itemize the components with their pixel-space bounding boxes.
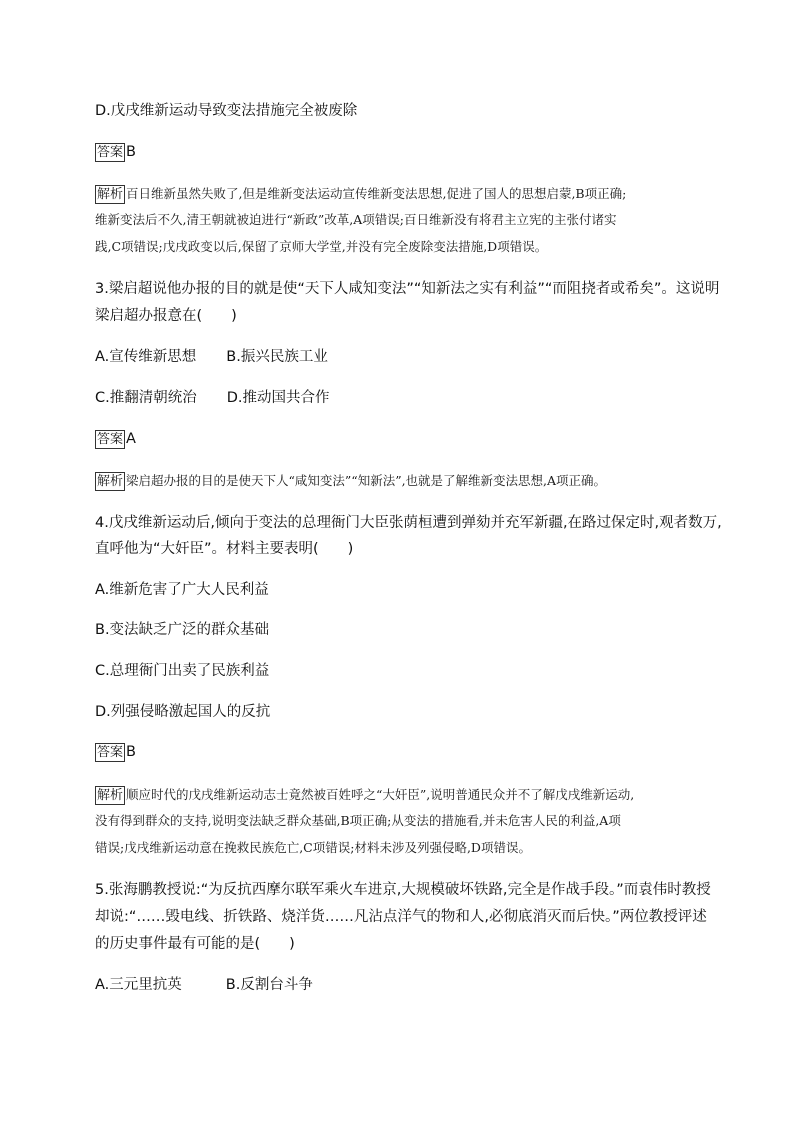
explanation-4-line-2: 没有得到群众的支持,说明变法缺乏群众基础,B项正确;从变法的措施看,并未危害人民的利益,A项 <box>95 813 621 828</box>
option-c: C.总理衙门出卖了民族利益 <box>95 663 270 679</box>
option-a: A.宣传维新思想 <box>95 349 197 365</box>
option-b: B.变法缺乏广泛的群众基础 <box>95 622 270 638</box>
explanation-2-line-2: 维新变法后不久,清王朝就被迫进行“新政”改革,A项错误;百日维新没有将君主立宪的主张付诸实 <box>95 212 617 227</box>
answer-value: B <box>126 144 136 160</box>
explanation-4-line-1 <box>95 785 634 805</box>
question-5-line-2: 却说:“……毁电线、折铁路、烧洋货……凡沾点洋气的物和人,必彻底消灭而后快。”两位教授评述 <box>95 909 707 925</box>
option-b: B.反割台斗争 <box>225 977 313 993</box>
option-a: A.维新危害了广大人民利益 <box>95 582 269 598</box>
option-a: A.三元里抗英 <box>95 977 182 993</box>
answer-2 <box>95 142 136 162</box>
question-4-line-1: 4.戊戌维新运动后,倾向于变法的总理衙门大臣张荫桓遭到弹劾并充军新疆,在路过保定时,观者数万, <box>95 515 722 531</box>
question-3-line-1: 3.梁启超说他办报的目的就是使“天下人咸知变法”“知新法之实有利益”“而阻挠者或希矣”。这说明 <box>95 281 720 297</box>
explanation-4-line-3: 错误;戊戌维新运动意在挽救民族危亡,C项错误;材料未涉及列强侵略,D项错误。 <box>95 840 531 855</box>
option-b: B.振兴民族工业 <box>226 349 328 365</box>
answer-label: 答案 <box>97 745 124 760</box>
question-5-options-ab <box>95 975 313 995</box>
option-c: C.推翻清朝统治 <box>95 390 197 406</box>
explanation-text: 顺应时代的戊戌维新运动志士竟然被百姓呼之“大奸臣”,说明普通民众并不了解戊戌维新运动, <box>126 787 635 802</box>
explanation-3-line-1 <box>95 471 606 491</box>
question-5-line-1: 5.张海鹏教授说:“为反抗西摩尔联军乘火车进京,大规模破坏铁路,完全是作战手段。”而袁伟时教授 <box>95 882 711 898</box>
explanation-label: 解析 <box>97 788 124 803</box>
question-5-line-3: 的历史事件最有可能的是( ) <box>95 936 295 952</box>
question-3-line-2: 梁启超办报意在( ) <box>95 308 237 324</box>
explanation-2-line-3: 践,C项错误;戊戌政变以后,保留了京师大学堂,并没有完全废除变法措施,D项错误。 <box>95 239 548 254</box>
question-3-options-cd <box>95 388 330 408</box>
explanation-label: 解析 <box>97 187 124 202</box>
question-4-line-2: 直呼他为“大奸臣”。材料主要表明( ) <box>95 541 354 557</box>
answer-label: 答案 <box>97 432 124 447</box>
answer-value: B <box>126 744 136 760</box>
option-d: D.列强侵略激起国人的反抗 <box>95 704 271 720</box>
explanation-text: 梁启超办报的目的是使天下人“咸知变法”“知新法”,也就是了解维新变法思想,A项正确。 <box>126 473 607 488</box>
question-3-options-ab <box>95 347 328 367</box>
answer-3 <box>95 429 136 449</box>
option-d: D.推动国共合作 <box>226 390 330 406</box>
option-d-prev: D.戊戌维新运动导致变法措施完全被废除 <box>95 103 358 119</box>
explanation-2-line-1 <box>95 184 626 204</box>
answer-label: 答案 <box>97 145 124 160</box>
answer-value: A <box>126 431 136 447</box>
answer-4 <box>95 742 136 762</box>
explanation-label: 解析 <box>97 474 124 489</box>
explanation-text: 百日维新虽然失败了,但是维新变法运动宣传维新变法思想,促进了国人的思想启蒙,B项正确; <box>126 186 627 201</box>
